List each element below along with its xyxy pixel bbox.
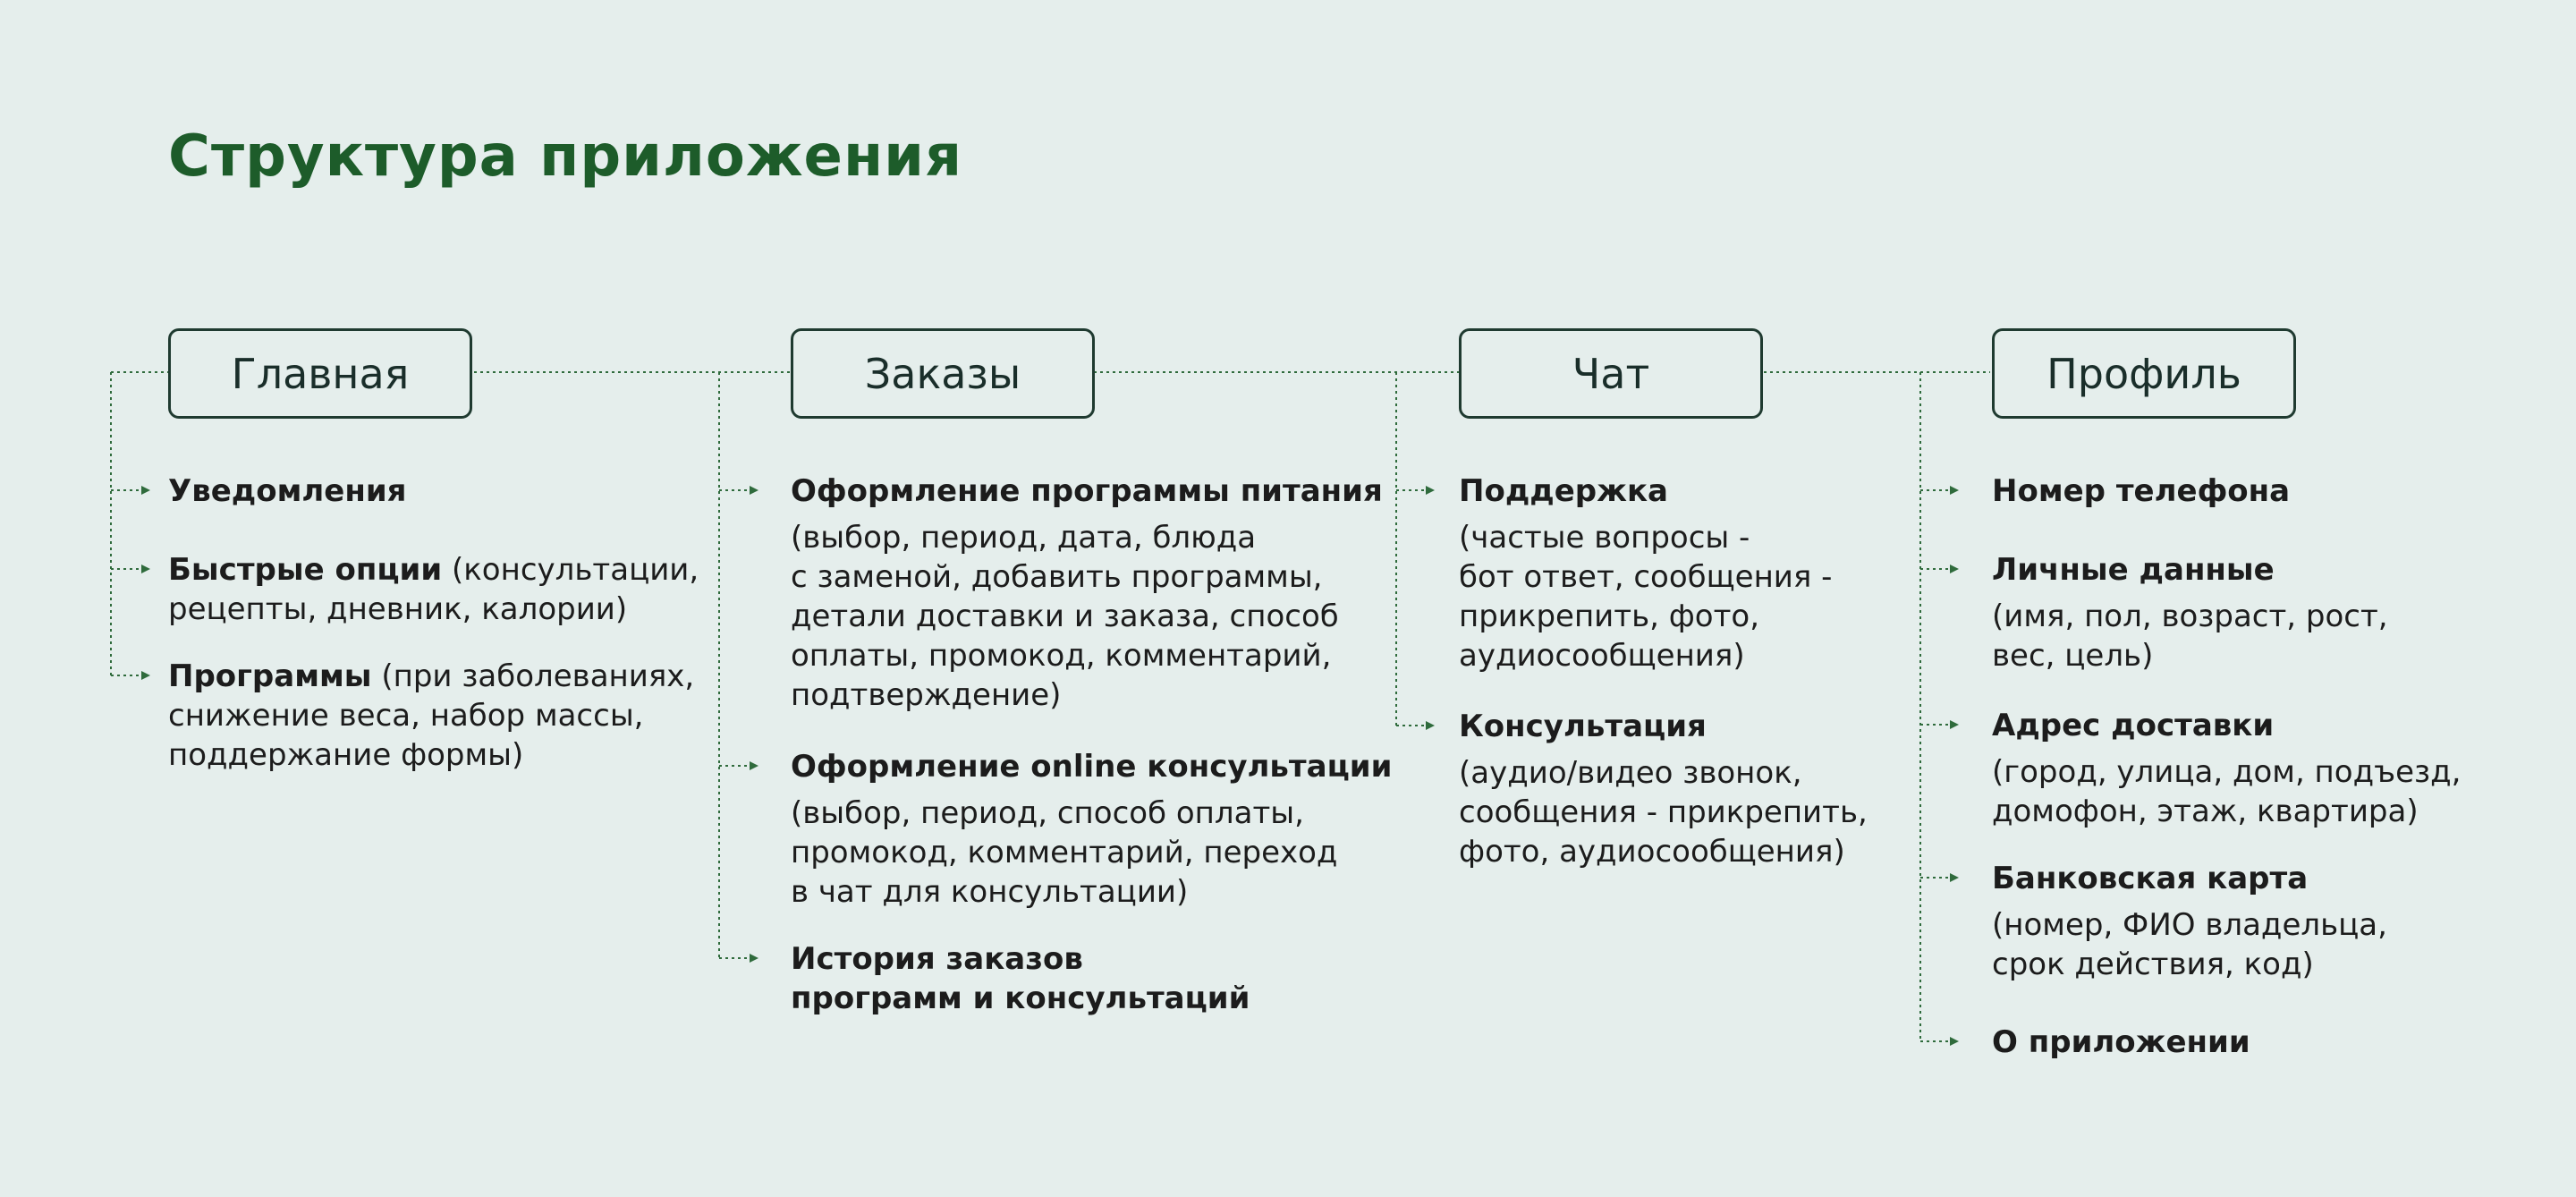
page-title: Структура приложения <box>168 123 963 190</box>
home-item-notifications <box>168 471 407 511</box>
section-profile: Профиль <box>1992 328 2296 419</box>
profile-item-phone-title: Номер телефона <box>1992 473 2291 509</box>
profile-item-bank-card <box>1992 859 2387 984</box>
chat-item-consultation-title: Консультация <box>1459 709 1707 744</box>
profile-item-phone <box>1992 471 2290 511</box>
chat-item-support <box>1459 471 1832 675</box>
profile-item-personal-data <box>1992 550 2388 675</box>
home-item-quick-options-title: Быстрые опции <box>168 552 443 588</box>
arrow-head <box>750 954 758 963</box>
orders-item-nutrition-program-title: Оформление программы питания <box>791 473 1383 509</box>
profile-item-bank-card-title: Банковская карта <box>1992 861 2309 896</box>
profile-item-personal-data-desc: (имя, пол, возраст, рост, вес, цель) <box>1992 598 2388 674</box>
arrow-head <box>141 671 150 680</box>
home-item-notifications-title: Уведомления <box>168 473 407 509</box>
orders-item-online-consultation-title: Оформление online консультации <box>791 749 1393 785</box>
home-item-quick-options-desc: рецепты, дневник, калории) <box>168 591 628 627</box>
profile-item-about-app <box>1992 1023 2250 1062</box>
orders-item-history <box>791 939 1250 1018</box>
orders-item-online-consultation-desc: (выбор, период, способ оплаты, промокод, комментарий, переход в чат для консультации) <box>791 795 1338 910</box>
orders-item-history-title: История заказов программ и консультаций <box>791 941 1250 1016</box>
chat-item-support-title: Поддержка <box>1459 473 1668 509</box>
chat-item-consultation-desc: (аудио/видео звонок, сообщения - прикрепить, фото, аудиосообщения) <box>1459 755 1868 870</box>
profile-item-delivery-address-title: Адрес доставки <box>1992 708 2275 743</box>
profile-item-delivery-address-desc: (город, улица, дом, подъезд, домофон, этаж, квартира) <box>1992 754 2462 829</box>
orders-item-nutrition-program <box>791 471 1383 715</box>
arrow-head <box>750 761 758 770</box>
section-orders: Заказы <box>791 328 1095 419</box>
home-item-programs-desc: снижение веса, набор массы, поддержание формы) <box>168 698 644 773</box>
profile-item-personal-data-title: Личные данные <box>1992 552 2275 588</box>
profile-item-delivery-address <box>1992 706 2461 831</box>
arrow-head <box>1950 486 1959 495</box>
arrow-head <box>1950 565 1959 573</box>
home-item-programs-title: Программы <box>168 658 372 694</box>
orders-item-online-consultation <box>791 747 1392 912</box>
arrow-head <box>1950 720 1959 729</box>
section-home: Главная <box>168 328 472 419</box>
home-item-quick-options-inline: (консультации, <box>442 552 699 588</box>
arrow-head <box>1426 721 1435 730</box>
chat-item-consultation <box>1459 707 1868 871</box>
profile-item-about-app-title: О приложении <box>1992 1024 2250 1060</box>
orders-item-nutrition-program-desc: (выбор, период, дата, блюда с заменой, добавить программы, детали доставки и заказа, способ оплаты, промокод, комментарий, подтверждение) <box>791 520 1339 713</box>
section-chat: Чат <box>1459 328 1763 419</box>
arrow-head <box>1950 873 1959 882</box>
arrow-head <box>1950 1037 1959 1046</box>
chat-item-support-desc: (частые вопросы - бот ответ, сообщения - прикрепить, фото, аудиосообщения) <box>1459 520 1833 674</box>
arrow-head <box>750 486 758 495</box>
home-item-quick-options <box>168 550 699 629</box>
home-item-programs <box>168 657 694 775</box>
profile-item-bank-card-desc: (номер, ФИО владельца, срок действия, код) <box>1992 907 2387 982</box>
home-item-programs-inline: (при заболеваниях, <box>371 658 695 694</box>
arrow-head <box>141 565 150 573</box>
arrow-head <box>141 486 150 495</box>
arrow-head <box>1426 486 1435 495</box>
